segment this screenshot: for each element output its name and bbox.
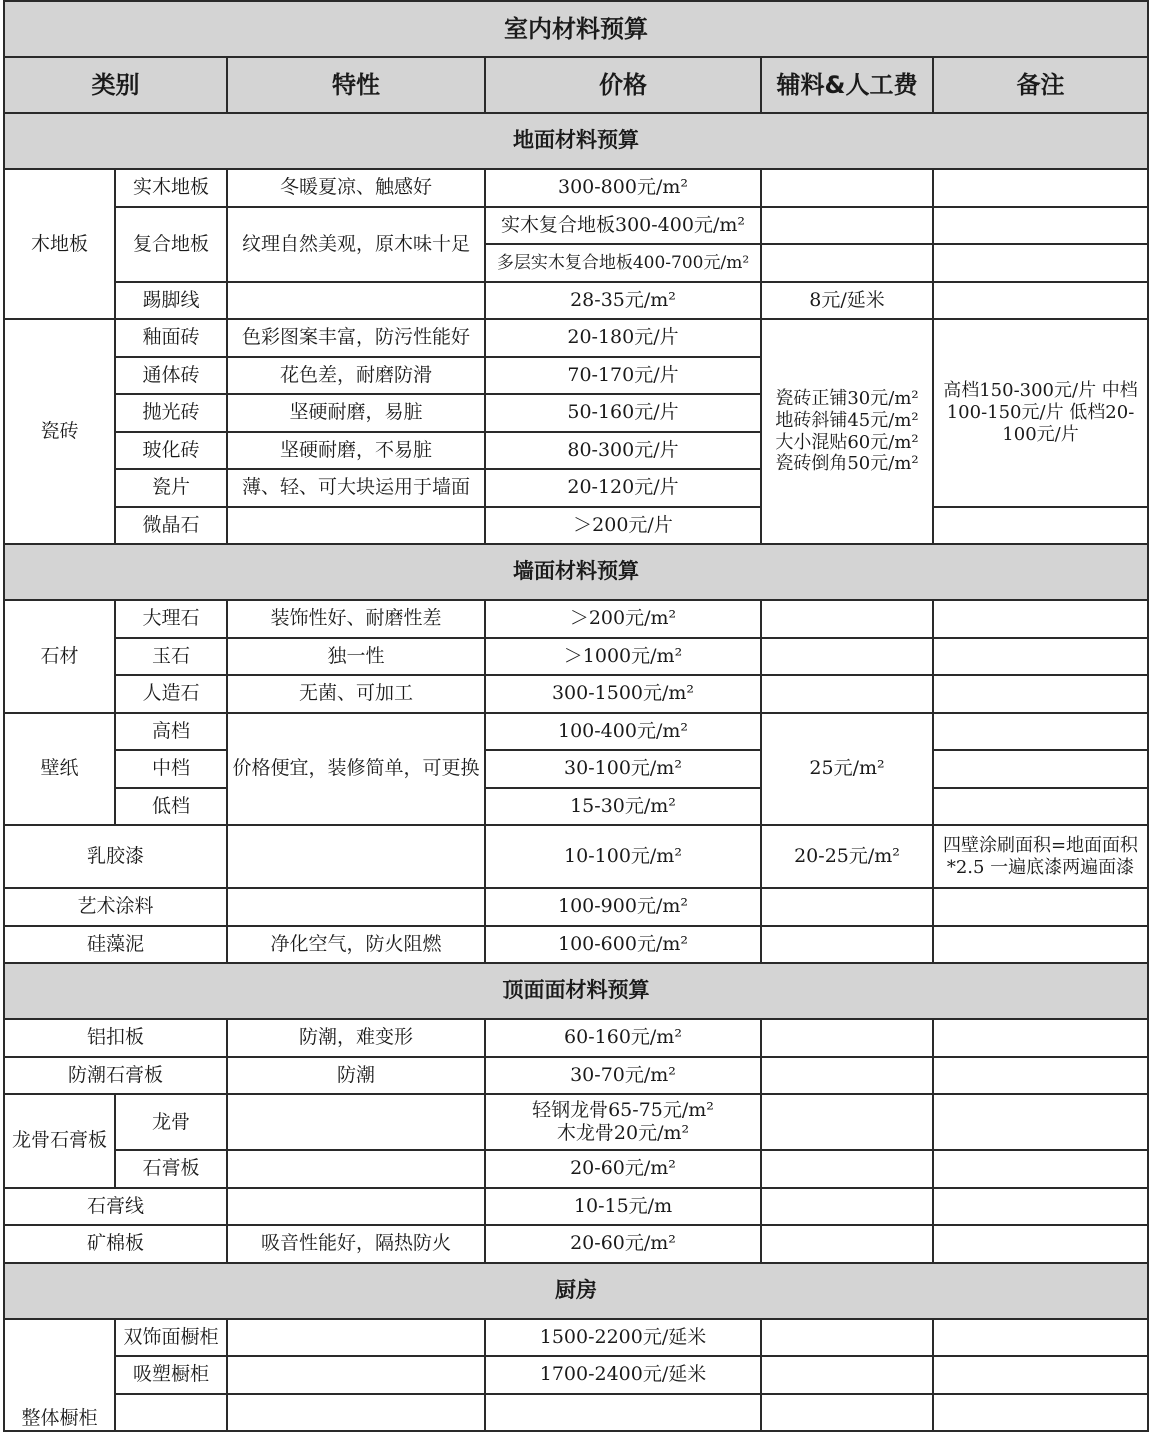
table-row: [4, 788, 1148, 826]
item-property: 装饰性好、耐磨性差: [227, 600, 485, 638]
section-wall: [4, 544, 1148, 600]
item-property: [227, 1094, 485, 1150]
item-note: [933, 600, 1148, 638]
item-note: [933, 675, 1148, 713]
item-price: 20-60元/m²: [485, 1150, 761, 1188]
item-name: 大理石: [115, 600, 227, 638]
item-labor: [761, 888, 933, 926]
table-row: [4, 888, 1148, 926]
item-name: 高档: [115, 713, 227, 751]
item-name: [115, 1394, 227, 1432]
item-price: 20-180元/片: [485, 319, 761, 357]
item-price: ＞1000元/m²: [485, 638, 761, 676]
item-note: [933, 1150, 1148, 1188]
header-property: 特性: [227, 57, 485, 113]
item-labor: 20-25元/m²: [761, 825, 933, 888]
group-label-text: 整体橱柜: [21, 1407, 98, 1430]
item-name: 矿棉板: [4, 1225, 227, 1263]
item-property: 独一性: [227, 638, 485, 676]
item-price: [485, 1094, 761, 1150]
item-property: [227, 1394, 485, 1432]
table-row: [4, 1394, 1148, 1432]
tile-labor-line: 瓷砖正铺30元/m²: [775, 388, 919, 410]
group-label: [4, 1319, 115, 1432]
item-price: [485, 1394, 761, 1432]
item-property: 防潮，难变形: [227, 1019, 485, 1057]
item-note: [933, 207, 1148, 245]
table-row: [4, 1188, 1148, 1226]
item-property: [227, 282, 485, 320]
item-name: 复合地板: [115, 207, 227, 282]
item-price: 100-900元/m²: [485, 888, 761, 926]
budget-table: [3, 0, 1149, 1432]
item-note: [933, 244, 1148, 282]
item-name: 抛光砖: [115, 394, 227, 432]
item-name: 硅藻泥: [4, 926, 227, 964]
item-price: 20-120元/片: [485, 469, 761, 507]
item-note: [933, 888, 1148, 926]
item-property: 色彩图案丰富，防污性能好: [227, 319, 485, 357]
item-name: 踢脚线: [115, 282, 227, 320]
item-note: [933, 713, 1148, 751]
item-labor: [761, 1319, 933, 1357]
table-row: [4, 1356, 1148, 1394]
section-title: 厨房: [4, 1263, 1148, 1319]
tile-labor-line: 瓷砖倒角50元/m²: [775, 453, 919, 475]
item-price: 80-300元/片: [485, 432, 761, 470]
item-price: 28-35元/m²: [485, 282, 761, 320]
table-row: [4, 1225, 1148, 1263]
item-name: 微晶石: [115, 507, 227, 545]
item-price: ＞200元/m²: [485, 600, 761, 638]
table-row: [4, 1057, 1148, 1095]
item-price: 10-100元/m²: [485, 825, 761, 888]
item-name: 人造石: [115, 675, 227, 713]
item-labor: [761, 1057, 933, 1095]
table-row: [4, 282, 1148, 320]
item-name: 瓷片: [115, 469, 227, 507]
item-note: [933, 1019, 1148, 1057]
item-note: [933, 638, 1148, 676]
section-kitchen: [4, 1263, 1148, 1319]
item-property: [227, 888, 485, 926]
group-label: 石材: [4, 600, 115, 713]
item-name: 石膏线: [4, 1188, 227, 1226]
item-note: 四壁涂刷面积=地面面积*2.5 一遍底漆两遍面漆: [933, 825, 1148, 888]
tile-note: 高档150-300元/片 中档100-150元/片 低档20-100元/片: [933, 319, 1148, 507]
group-label: 木地板: [4, 169, 115, 319]
item-labor: 25元/m²: [761, 713, 933, 826]
item-property: 坚硬耐磨，不易脏: [227, 432, 485, 470]
item-price: 70-170元/片: [485, 357, 761, 395]
item-labor: [761, 169, 933, 207]
item-price: 15-30元/m²: [485, 788, 761, 826]
item-price: 1700-2400元/延米: [485, 1356, 761, 1394]
item-labor: [761, 600, 933, 638]
item-labor: [761, 1225, 933, 1263]
table-row: [4, 675, 1148, 713]
item-price: ＞200元/片: [485, 507, 761, 545]
price-line: 轻钢龙骨65-75元/m²: [532, 1099, 714, 1122]
item-property: [227, 825, 485, 888]
header-price: 价格: [485, 57, 761, 113]
item-note: [933, 1225, 1148, 1263]
table-row: [4, 600, 1148, 638]
item-name: 釉面砖: [115, 319, 227, 357]
header-category: 类别: [4, 57, 227, 113]
table-row: [4, 713, 1148, 751]
tile-labor-line: 地砖斜铺45元/m²: [775, 409, 919, 431]
section-title: 顶面面材料预算: [4, 963, 1148, 1019]
group-label: 壁纸: [4, 713, 115, 826]
table-row: [4, 169, 1148, 207]
table-row: [4, 926, 1148, 964]
item-note: [933, 169, 1148, 207]
table-row: [4, 1019, 1148, 1057]
item-name: 实木地板: [115, 169, 227, 207]
item-name: 乳胶漆: [4, 825, 227, 888]
item-labor: [761, 675, 933, 713]
item-note: [933, 750, 1148, 788]
item-price: 实木复合地板300-400元/m²: [485, 207, 761, 245]
item-name: 石膏板: [115, 1150, 227, 1188]
item-property: [227, 1188, 485, 1226]
tile-labor: [761, 319, 933, 544]
table-row: [4, 1094, 1148, 1150]
table-row: [4, 207, 1148, 245]
item-note: [933, 1057, 1148, 1095]
item-labor: [761, 1394, 933, 1432]
item-labor: [761, 244, 933, 282]
item-property: 吸音性能好，隔热防火: [227, 1225, 485, 1263]
item-price: 100-400元/m²: [485, 713, 761, 751]
item-name: 玻化砖: [115, 432, 227, 470]
table-row: [4, 825, 1148, 888]
header-note: 备注: [933, 57, 1148, 113]
item-price: 30-100元/m²: [485, 750, 761, 788]
header-labor: 辅料&人工费: [761, 57, 933, 113]
item-property: 花色差，耐磨防滑: [227, 357, 485, 395]
table-row: [4, 638, 1148, 676]
item-name: 龙骨: [115, 1094, 227, 1150]
item-name: 艺术涂料: [4, 888, 227, 926]
item-note: [933, 1394, 1148, 1432]
item-note: [933, 1188, 1148, 1226]
item-labor: [761, 1019, 933, 1057]
item-price: 50-160元/片: [485, 394, 761, 432]
item-note: [933, 1356, 1148, 1394]
item-property: 无菌、可加工: [227, 675, 485, 713]
table-row: [4, 1319, 1148, 1357]
item-property: [227, 1150, 485, 1188]
item-labor: [761, 1188, 933, 1226]
item-price: 10-15元/m: [485, 1188, 761, 1226]
item-labor: [761, 1356, 933, 1394]
item-note: [933, 788, 1148, 826]
title-row: [4, 1, 1148, 57]
table-row: [4, 319, 1148, 357]
item-name: 玉石: [115, 638, 227, 676]
item-price: 300-800元/m²: [485, 169, 761, 207]
table-title: 室内材料预算: [4, 1, 1148, 57]
section-ceiling: [4, 963, 1148, 1019]
item-name: 双饰面橱柜: [115, 1319, 227, 1357]
table-row: [4, 1150, 1148, 1188]
header-row: [4, 57, 1148, 113]
item-property: 坚硬耐磨，易脏: [227, 394, 485, 432]
group-label: 瓷砖: [4, 319, 115, 544]
item-property: [227, 507, 485, 545]
table-row: [4, 750, 1148, 788]
item-property: 薄、轻、可大块运用于墙面: [227, 469, 485, 507]
item-note: [933, 1094, 1148, 1150]
item-labor: [761, 207, 933, 245]
item-labor: [761, 1150, 933, 1188]
item-price: 30-70元/m²: [485, 1057, 761, 1095]
item-price: 300-1500元/m²: [485, 675, 761, 713]
item-note: [933, 1319, 1148, 1357]
item-labor: [761, 1094, 933, 1150]
item-price: 100-600元/m²: [485, 926, 761, 964]
item-note: [933, 926, 1148, 964]
item-property: [227, 1356, 485, 1394]
item-name: 防潮石膏板: [4, 1057, 227, 1095]
item-name: 通体砖: [115, 357, 227, 395]
item-labor: [761, 638, 933, 676]
section-title: 地面材料预算: [4, 113, 1148, 169]
item-note: [933, 507, 1148, 545]
item-property: 防潮: [227, 1057, 485, 1095]
section-floor: [4, 113, 1148, 169]
item-property: [227, 1319, 485, 1357]
item-labor: [761, 926, 933, 964]
item-name: 低档: [115, 788, 227, 826]
item-price: 1500-2200元/延米: [485, 1319, 761, 1357]
item-property: 冬暖夏凉、触感好: [227, 169, 485, 207]
item-property: 价格便宜，装修简单，可更换: [227, 713, 485, 826]
item-price: 60-160元/m²: [485, 1019, 761, 1057]
group-label: 龙骨石膏板: [4, 1094, 115, 1188]
item-note: [933, 282, 1148, 320]
table-row: [4, 507, 1148, 545]
item-price: 多层实木复合地板400-700元/m²: [485, 244, 761, 282]
item-property: 净化空气，防火阻燃: [227, 926, 485, 964]
item-name: 吸塑橱柜: [115, 1356, 227, 1394]
item-price: 20-60元/m²: [485, 1225, 761, 1263]
section-title: 墙面材料预算: [4, 544, 1148, 600]
item-labor: 8元/延米: [761, 282, 933, 320]
tile-labor-line: 大小混贴60元/m²: [775, 431, 919, 453]
item-name: 铝扣板: [4, 1019, 227, 1057]
item-name: 中档: [115, 750, 227, 788]
item-property: 纹理自然美观，原木味十足: [227, 207, 485, 282]
price-line: 木龙骨20元/m²: [556, 1122, 690, 1144]
